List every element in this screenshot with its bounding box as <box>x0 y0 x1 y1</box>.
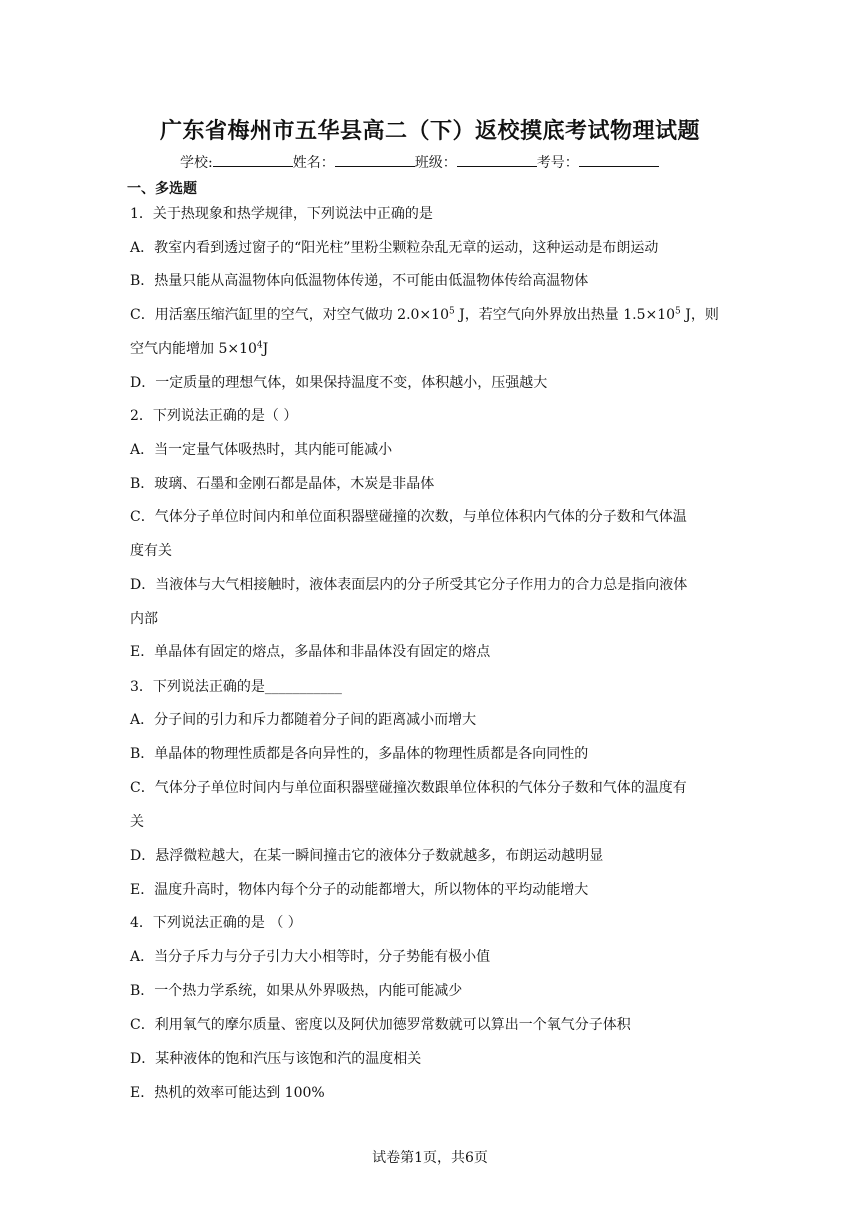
q3-option-b: B．单晶体的物理性质都是各向异性的，多晶体的物理性质都是各向同性的 <box>130 746 589 762</box>
name-blank[interactable] <box>335 152 415 167</box>
q1-option-d: D．一定质量的理想气体，如果保持温度不变，体积越小，压强越大 <box>130 375 548 391</box>
q1-c-text-4: 空气内能增加 5×10 <box>130 341 257 357</box>
student-info-row <box>180 152 659 172</box>
q1-option-a: A．教室内看到透过窗子的“阳光柱”里粉尘颗粒杂乱无章的运动，这种运动是布朗运动 <box>130 240 659 256</box>
q1-c-exponent-2: 5 <box>675 306 681 317</box>
q2-option-c-line1: C．气体分子单位时间内和单位面积器壁碰撞的次数，与单位体积内气体的分子数和气体温 <box>130 509 687 525</box>
q4-option-a: A．当分子斥力与分子引力大小相等时，分子势能有极小值 <box>130 949 491 965</box>
q1-c-text-5: J <box>262 341 269 357</box>
q1-option-c-line2 <box>130 338 268 358</box>
q2-option-d-line2: 内部 <box>130 611 158 627</box>
q1-option-b: B．热量只能从高温物体向低温物体传递，不可能由低温物体传给高温物体 <box>130 273 589 289</box>
school-blank[interactable] <box>213 152 293 167</box>
q3-option-e: E．温度升高时，物体内每个分子的动能都增大，所以物体的平均动能增大 <box>130 882 589 898</box>
exam-no-label: 考号： <box>536 155 579 171</box>
q3-option-d: D．悬浮微粒越大，在某一瞬间撞击它的液体分子数就越多，布朗运动越明显 <box>130 848 604 864</box>
q2-option-a: A．当一定量气体吸热时，其内能可能减小 <box>130 442 393 458</box>
q1-c-exponent-1: 5 <box>448 306 455 317</box>
class-blank[interactable] <box>457 152 537 167</box>
q3-option-c-line1: C．气体分子单位时间内与单位面积器壁碰撞次数跟单位体积的气体分子数和气体的温度有 <box>130 780 687 796</box>
q2-option-d-line1: D．当液体与大气相接触时，液体表面层内的分子所受其它分子作用力的合力总是指向液体 <box>130 577 688 593</box>
section-heading: 一、多选题 <box>127 181 197 197</box>
q1-option-c-line1 <box>130 304 719 324</box>
q4-option-b: B．一个热力学系统，如果从外界吸热，内能可能减少 <box>130 983 463 999</box>
q1-c-text-3: J，则 <box>680 307 719 323</box>
q1-c-text-1: C．用活塞压缩汽缸里的空气，对空气做功 2.0×10 <box>130 307 449 323</box>
q3-stem: 3．下列说法正确的是___________ <box>130 679 342 695</box>
school-label: 学校: <box>180 155 213 171</box>
q1-stem: 1．关于热现象和热学规律，下列说法中正确的是 <box>130 206 433 222</box>
class-label: 班级： <box>414 155 457 171</box>
q3-option-a: A．分子间的引力和斥力都随着分子间的距离减小而增大 <box>130 712 477 728</box>
q2-stem: 2．下列说法正确的是（ ） <box>130 408 298 424</box>
q2-option-c-line2: 度有关 <box>130 543 172 559</box>
name-label: 姓名： <box>292 155 335 171</box>
q4-option-c: C．利用氧气的摩尔质量、密度以及阿伏加德罗常数就可以算出一个氧气分子体积 <box>130 1017 631 1033</box>
q4-option-d: D．某种液体的饱和汽压与该饱和汽的温度相关 <box>130 1051 422 1067</box>
q4-option-e: E．热机的效率可能达到 100% <box>130 1085 325 1101</box>
q1-c-text-2: J，若空气向外界放出热量 1.5×10 <box>454 307 676 323</box>
page-footer: 试卷第1页，共6页 <box>372 1150 488 1166</box>
exam-no-blank[interactable] <box>579 152 659 167</box>
q4-stem: 4．下列说法正确的是 （ ） <box>130 915 302 931</box>
q3-option-c-line2: 关 <box>130 814 144 830</box>
q2-option-e: E．单晶体有固定的熔点，多晶体和非晶体没有固定的熔点 <box>130 644 491 660</box>
page-title: 广东省梅州市五华县高二（下）返校摸底考试物理试题 <box>159 119 700 144</box>
q1-c-exponent-3: 4 <box>256 340 263 351</box>
q2-option-b: B．玻璃、石墨和金刚石都是晶体，木炭是非晶体 <box>130 476 435 492</box>
